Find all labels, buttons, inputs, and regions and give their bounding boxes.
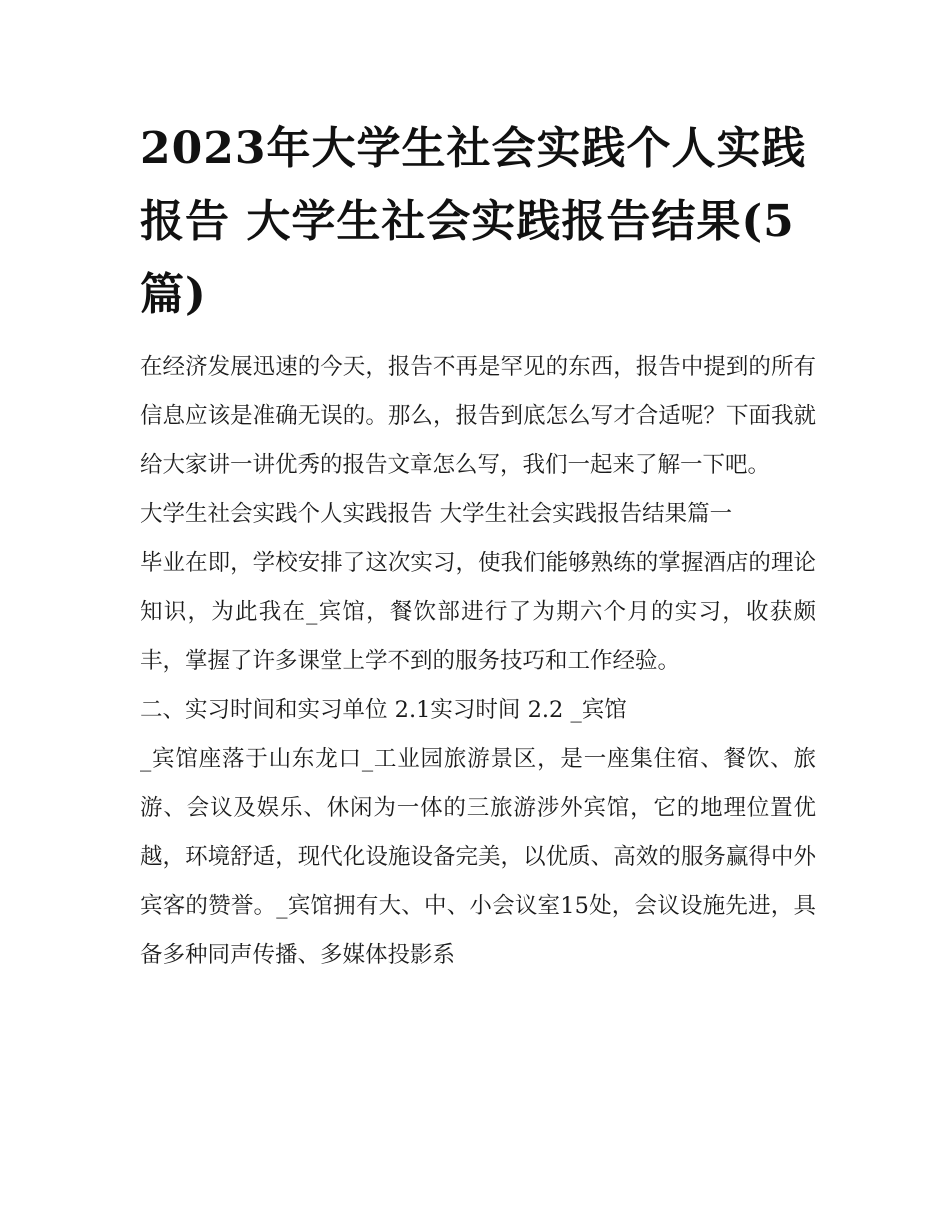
internship-intro-paragraph: 毕业在即，学校安排了这次实习，使我们能够熟练的掌握酒店的理论知识，为此我在_宾馆，餐饮部进行了为期六个月的实习，收获颇丰，掌握了许多课堂上学不到的服务技巧和工作经验。	[140, 550, 816, 674]
document-title: 2023年大学生社会实践个人实践报告 大学生社会实践报告结果(5篇)	[140, 123, 807, 320]
document-content	[140, 112, 816, 980]
hotel-description-paragraph: _宾馆座落于山东龙口_工业园旅游景区，是一座集住宿、餐饮、旅游、会议及娱乐、休闲为一体的三旅游涉外宾馆，它的地理位置优越，环境舒适，现代化设施设备完美，以优质、高效的服务赢得中外宾客的赞誉。_宾馆拥有大、中、小会议室15处，会议设施先进，具备多种同声传播、多媒体投影系	[140, 746, 816, 968]
section-heading-paragraph: 大学生社会实践个人实践报告 大学生社会实践报告结果篇一	[140, 501, 733, 527]
internship-time-unit-paragraph: 二、实习时间和实习单位 2.1实习时间 2.2 _宾馆	[140, 697, 627, 723]
intro-paragraph: 在经济发展迅速的今天，报告不再是罕见的东西，报告中提到的所有信息应该是准确无误的。那么，报告到底怎么写才合适呢？下面我就给大家讲一讲优秀的报告文章怎么写，我们一起来了解一下吧。	[140, 354, 816, 478]
